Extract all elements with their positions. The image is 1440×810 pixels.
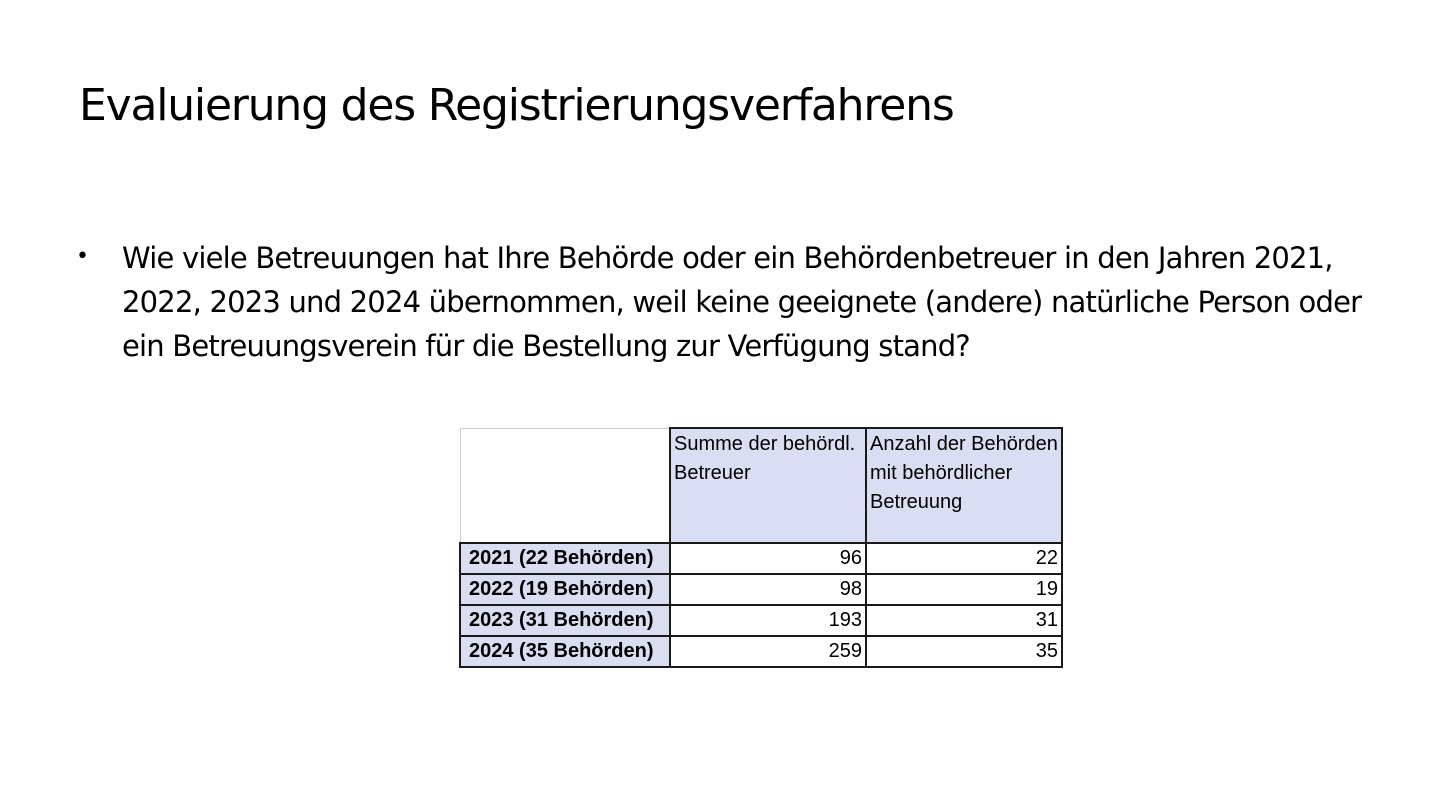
- cell-count: 19: [866, 574, 1062, 605]
- cell-sum: 259: [670, 636, 866, 667]
- cell-sum: 96: [670, 543, 866, 574]
- column-header-sum: Summe der behördl. Betreuer: [670, 428, 866, 543]
- table-row: [460, 574, 1062, 605]
- column-header-count: Anzahl der Behörden mit behördlicher Betreuung: [866, 428, 1062, 543]
- table-corner-cell: [460, 428, 670, 543]
- row-label: 2024 (35 Behörden): [460, 636, 670, 667]
- table-header-row: [460, 428, 1062, 543]
- cell-sum: 193: [670, 605, 866, 636]
- cell-count: 22: [866, 543, 1062, 574]
- cell-count: 35: [866, 636, 1062, 667]
- bullet-question: Wie viele Betreuungen hat Ihre Behörde oder ein Behördenbetreuer in den Jahren 2021, 2022, 2023 und 2024 übernommen, weil keine geeignete (andere) natürliche Person oder ein Betreuungsverein für die Bestellung zur Verfügung stand?: [122, 241, 1362, 363]
- table-row: [460, 543, 1062, 574]
- cell-count: 31: [866, 605, 1062, 636]
- results-table: [459, 427, 1063, 668]
- row-label: 2021 (22 Behörden): [460, 543, 670, 574]
- table-row: [460, 605, 1062, 636]
- slide-title: Evaluierung des Registrierungsverfahrens: [79, 80, 954, 131]
- table-row: [460, 636, 1062, 667]
- bullet-icon: •: [76, 244, 89, 269]
- cell-sum: 98: [670, 574, 866, 605]
- row-label: 2023 (31 Behörden): [460, 605, 670, 636]
- row-label: 2022 (19 Behörden): [460, 574, 670, 605]
